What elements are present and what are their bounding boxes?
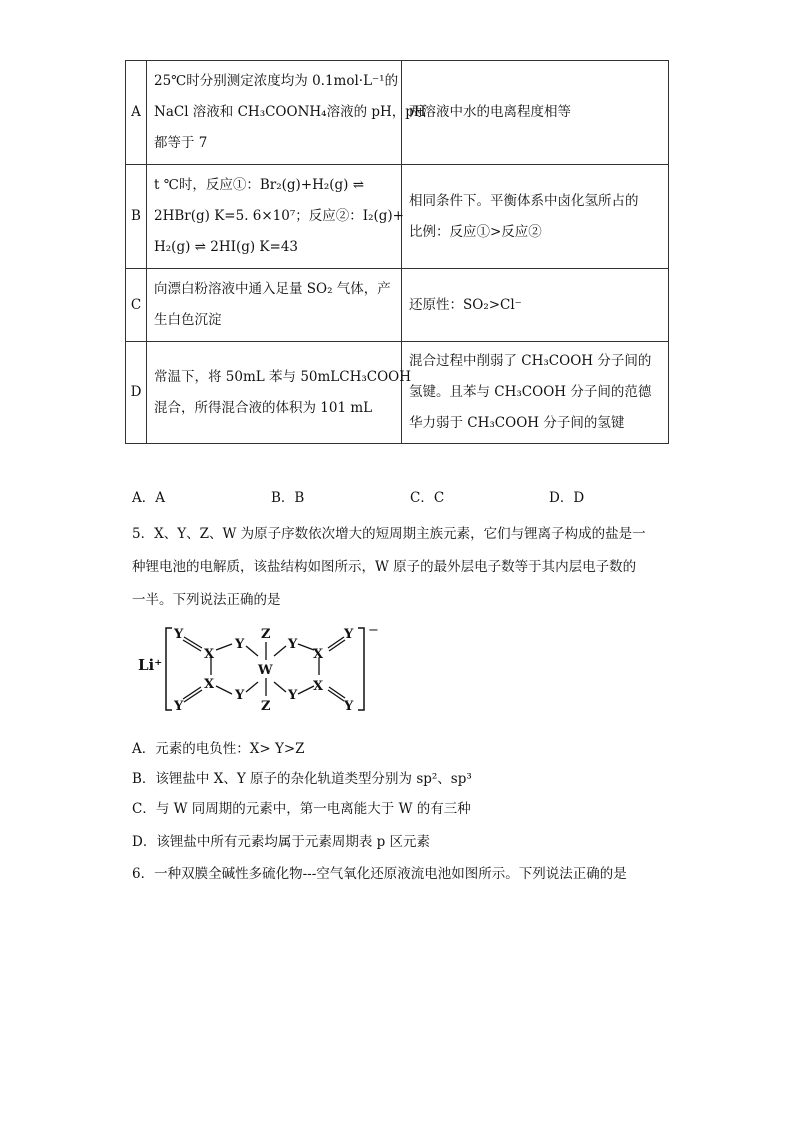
cell-line: 混合过程中削弱了 CH₃COOH 分子间的 — [409, 353, 652, 369]
q5-option-a[interactable]: A．元素的电负性：X> Y>Z — [132, 741, 305, 757]
cell-line: 25℃时分别测定浓度均为 0.1mol·L⁻¹的 — [154, 73, 399, 89]
cell-line: t ℃时，反应①：Br₂(g)+H₂(g) ⇌ — [154, 177, 365, 193]
left-bracket — [166, 628, 172, 710]
cell-line: NaCl 溶液和 CH₃COONH₄溶液的 pH，pH — [154, 104, 426, 120]
option-cell: D — [126, 342, 147, 444]
atom-z: Z — [261, 627, 271, 642]
experiment-cell — [147, 342, 412, 444]
atom-w: W — [258, 663, 273, 678]
cell-line: 还原性：SO₂>Cl⁻ — [409, 296, 522, 313]
question-6-stem: 6．一种双膜全碱性多硫化物---空气氧化还原液流电池如图所示。下列说法正确的是 — [132, 866, 627, 882]
atom-z: Z — [261, 699, 271, 714]
cell-line: 向漂白粉溶液中通入足量 SO₂ 气体，产 — [154, 281, 391, 297]
table-row — [126, 342, 669, 444]
table-row — [126, 61, 669, 165]
cell-line: H₂(g) ⇌ 2HI(g) K=43 — [154, 239, 298, 255]
cell-line: 相同条件下。平衡体系中卤化氢所占的 — [409, 192, 639, 209]
answer-option-a[interactable]: A．A — [132, 490, 165, 506]
stem-line: 种锂电池的电解质，该盐结构如图所示，W 原子的最外层电子数等于其内层电子数的 — [132, 559, 637, 575]
anion-charge: − — [368, 623, 379, 638]
cell-line: 混合，所得混合液的体积为 101 mL — [154, 399, 373, 416]
atom-y: Y — [174, 627, 184, 642]
option-cell: A — [126, 61, 147, 165]
experiment-cell — [147, 61, 426, 165]
cell-line: 生白色沉淀 — [154, 312, 222, 328]
option-cell: B — [126, 165, 147, 269]
atom-y: Y — [288, 637, 298, 652]
lithium-salt-structure-diagram — [136, 620, 379, 720]
atom-x: X — [313, 679, 324, 694]
option-cell: C — [126, 269, 147, 342]
atom-y: Y — [235, 688, 245, 703]
q5-option-c[interactable]: C．与 W 同周期的元素中，第一电离能大于 W 的有三种 — [132, 801, 471, 817]
conclusion-cell — [402, 61, 669, 165]
cell-line: 2HBr(g) K=5. 6×10⁷；反应②：I₂(g)+ — [154, 208, 404, 224]
conclusion-cell — [402, 342, 669, 444]
atom-x: X — [204, 677, 215, 692]
atom-y: Y — [344, 699, 354, 714]
cell-line: 华力弱于 CH₃COOH 分子间的氢键 — [409, 415, 625, 431]
lithium-cation-label: Li⁺ — [138, 656, 163, 674]
atom-x: X — [313, 647, 324, 662]
table-row — [126, 165, 669, 269]
table-row — [126, 269, 669, 342]
right-bracket — [358, 628, 364, 710]
answer-option-c[interactable]: C．C — [410, 490, 445, 506]
q5-option-b[interactable]: B．该锂盐中 X、Y 原子的杂化轨道类型分别为 sp²、sp³ — [132, 771, 472, 787]
atom-y: Y — [174, 699, 184, 714]
q5-option-d[interactable]: D．该锂盐中所有元素均属于元素周期表 p 区元素 — [132, 834, 431, 850]
answer-option-b[interactable]: B．B — [271, 490, 305, 506]
answer-option-d[interactable]: D．D — [549, 490, 585, 506]
atom-x: X — [204, 647, 215, 662]
cell-line: 比例：反应①>反应② — [409, 223, 542, 240]
stem-line: 5．X、Y、Z、W 为原子序数依次增大的短周期主族元素，它们与锂离子构成的盐是一 — [132, 526, 646, 542]
conclusion-cell — [402, 165, 669, 269]
cell-line: 两溶液中水的电离程度相等 — [409, 104, 571, 120]
cell-line: 常温下，将 50mL 苯与 50mLCH₃COOH — [154, 368, 412, 385]
atom-y: Y — [235, 637, 245, 652]
experiment-table — [125, 60, 669, 444]
cell-line: 都等于 7 — [154, 135, 208, 151]
cell-line: 氢键。且苯与 CH₃COOH 分子间的范德 — [409, 384, 652, 400]
atom-y: Y — [288, 688, 298, 703]
experiment-cell — [147, 165, 402, 269]
atom-y: Y — [344, 627, 354, 642]
experiment-cell — [147, 269, 402, 342]
conclusion-cell — [402, 269, 669, 342]
stem-line: 一半。下列说法正确的是 — [132, 592, 281, 608]
question-5-stem — [132, 518, 662, 617]
